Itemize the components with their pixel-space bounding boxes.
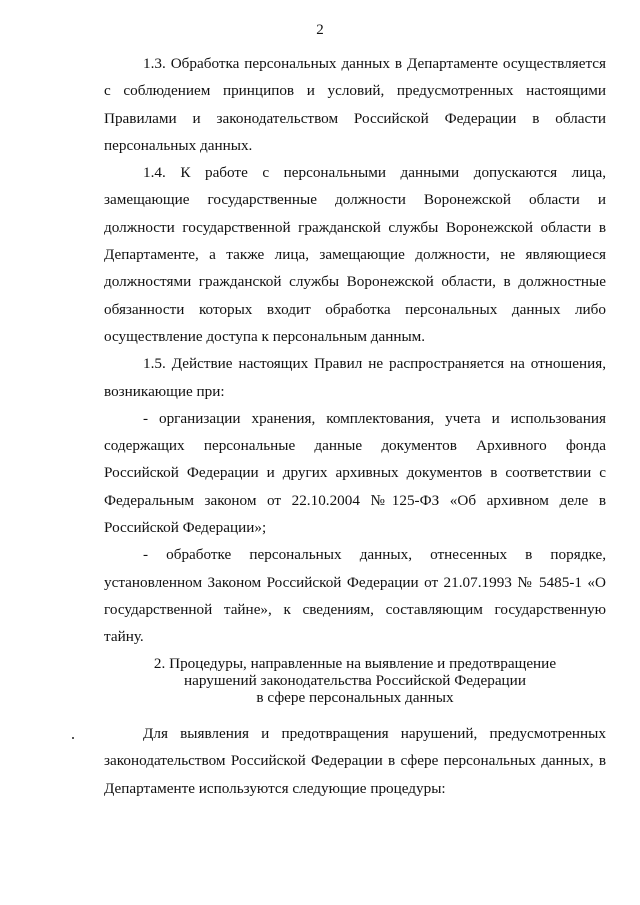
list-item-state-secret: - обработке персональных данных, отнесенных в порядке, установленном Законом Российской Федерации от 21.07.1993 № 5485-1 «О государственной тайне», к сведениям, составляющим государственную тайну. bbox=[104, 546, 606, 646]
paragraph-1-5: 1.5. Действие настоящих Правил не распространяется на отношения, возникающие при: bbox=[104, 355, 606, 400]
section-2-heading bbox=[104, 655, 606, 706]
section-2-paragraph: Для выявления и предотвращения нарушений, предусмотренных законодательством Российской Федерации в сфере персональных данных, в Департаменте используются следующие процедуры: bbox=[104, 725, 606, 797]
paragraph-1-4: 1.4. К работе с персональными данными допускаются лица, замещающие государственные должности Воронежской области и должности государственной гражданской службы Воронежской области в Департаменте, а также лица, замещающие должности, не являющиеся должностями гражданской службы Воронежской области, в должностные обязанности которых входит обработка персональных данных либо осуществление доступа к персональным данным. bbox=[104, 164, 606, 345]
margin-dot bbox=[72, 737, 74, 739]
section-2-body bbox=[104, 720, 606, 802]
list-item-archives: - организации хранения, комплектования, учета и использования содержащих персональные данные документов Архивного фонда Российской Федерации и других архивных документов в соответствии с Федеральным законом от 22.10.2004 №125-ФЗ «Об архивном деле в Российской Федерации»; bbox=[104, 409, 606, 537]
section-heading-line: 2. Процедуры, направленные на выявление и предотвращение bbox=[153, 655, 557, 672]
page-number: 2 bbox=[316, 22, 324, 38]
paragraph-1-3: 1.3. Обработка персональных данных в Департаменте осуществляется с соблюдением принципов и условий, предусмотренных настоящими Правилами и законодательством Российской Федерации в области персональных данных. bbox=[104, 55, 606, 154]
section-heading-line: нарушений законодательства Российской Федерации bbox=[184, 672, 526, 689]
section-heading-line: в сфере персональных данных bbox=[256, 689, 454, 706]
document-body bbox=[104, 50, 606, 651]
